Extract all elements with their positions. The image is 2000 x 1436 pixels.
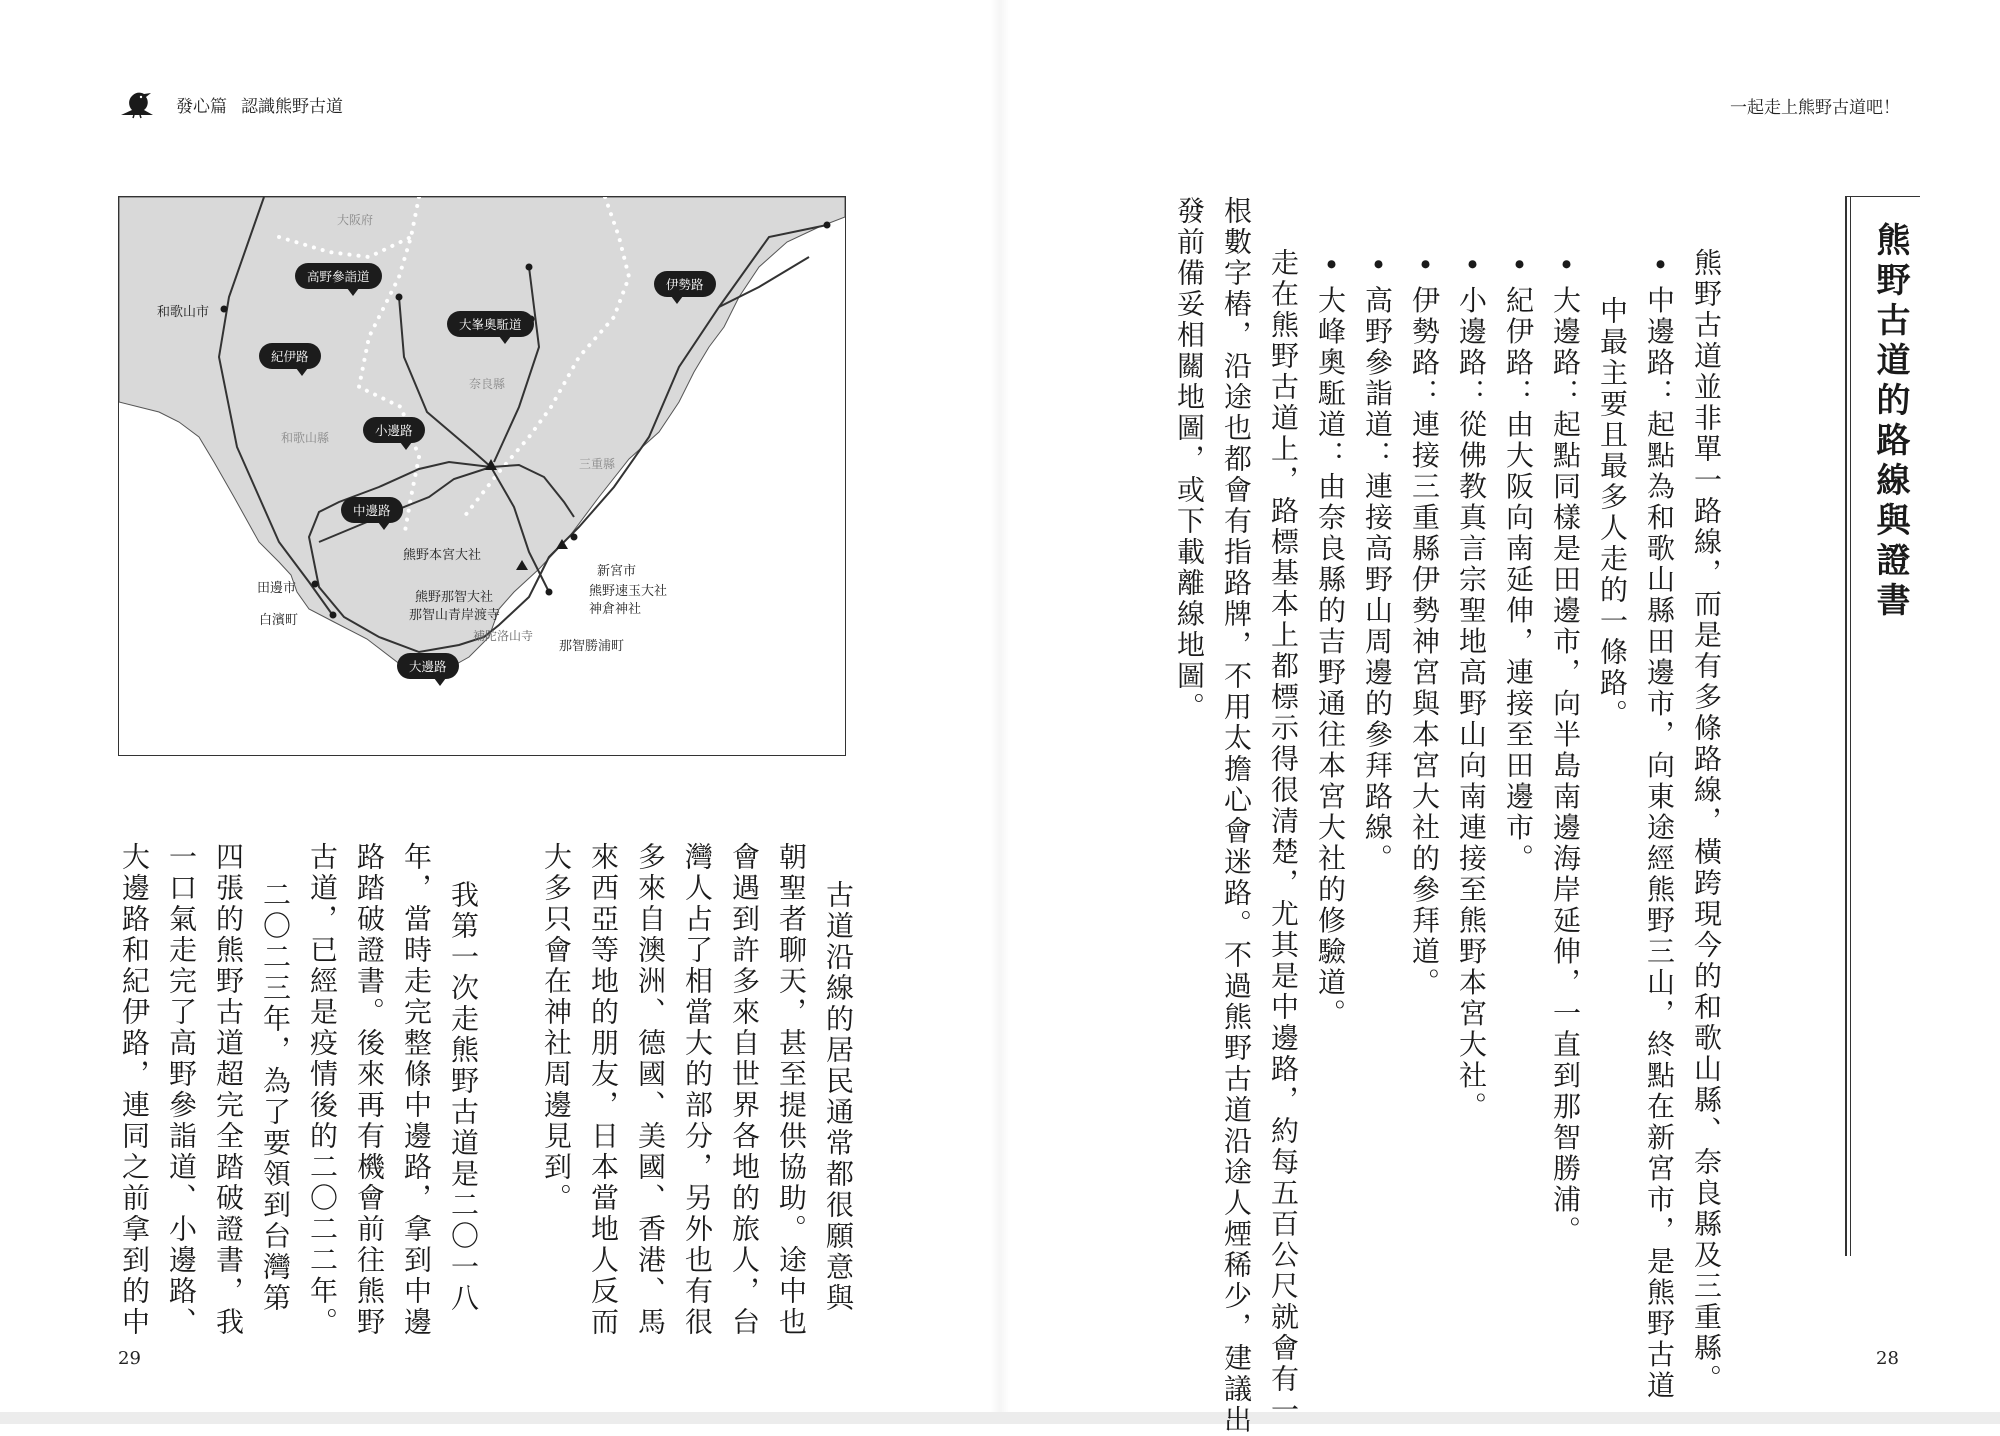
- right-text-col-9: • 大峰奧駈道：由奈良縣的吉野通往本宮大社的修驗道。: [1310, 256, 1350, 1030]
- right-page-header: 一起走上熊野古道吧！: [1730, 98, 1900, 118]
- route-label-ohechi: 大邊路: [397, 653, 459, 679]
- place-shirahama: 白濱町: [259, 613, 299, 628]
- left-text-col-4: 灣人占了相當大的部分，另外也有很: [681, 842, 714, 1338]
- left-page-header: [118, 86, 343, 122]
- left-text-col-14: 一口氣走完了高野參詣道、小邊路、: [165, 842, 198, 1338]
- page-bottom-edge: [0, 1412, 2000, 1424]
- place-kumano-nachi-taisha: 熊野那智大社: [415, 590, 494, 605]
- left-text-col-3: 會遇到許多來自世界各地的旅人，台: [728, 842, 761, 1338]
- header-section: 發心篇: [176, 96, 227, 117]
- right-text-col-11: 根數字樁，沿途也都會有指路牌，不用太擔心會迷路。不過熊野古道沿途人煙稀少，建議出: [1220, 196, 1253, 1436]
- right-text-col-6: • 小邊路：從佛教真言宗聖地高野山向南連接至熊野本宮大社。: [1451, 256, 1491, 1123]
- place-kamikura-jinja: 神倉神社: [589, 602, 642, 617]
- right-text-col-2: • 中邊路：起點為和歌山縣田邊市，向東途經熊野三山，終點在新宮市，是熊野古道: [1639, 256, 1679, 1402]
- place-kumano-hayatama-taisha: 熊野速玉大社: [589, 584, 668, 599]
- region-mie: 三重縣: [579, 457, 616, 471]
- route-label-omine-okugakemichi: 大峯奧駈道: [447, 311, 534, 337]
- left-text-col-11: 古道，已經是疫情後的二〇二二年。: [306, 842, 339, 1338]
- place-tanabe-city: 田邊市: [257, 581, 297, 596]
- page-number-left: 29: [118, 1348, 141, 1369]
- route-label-iseji: 伊勢路: [654, 271, 716, 297]
- region-osaka: 大阪府: [337, 213, 374, 227]
- place-nachikatsuura: 那智勝浦町: [559, 639, 625, 654]
- right-text-col-8: • 高野參詣道：連接高野山周邊的參拜路線。: [1357, 256, 1397, 875]
- section-title: 熊野古道的路線與證書: [1870, 222, 1910, 622]
- left-text-col-2: 朝聖者聊天，甚至提供協助。途中也: [775, 842, 808, 1338]
- left-text-col-15: 大邊路和紀伊路，連同之前拿到的中: [118, 842, 151, 1338]
- title-frame-top: [1845, 196, 1920, 197]
- left-text-col-1: 古道沿線的居民通常都很願意與: [822, 880, 855, 1314]
- region-wakayama: 和歌山縣: [281, 431, 330, 445]
- left-text-col-10: 路踏破證書。後來再有機會前往熊野: [353, 842, 386, 1338]
- left-text-col-7: 大多只會在神社周邊見到。: [540, 842, 573, 1214]
- left-text-col-6: 來西亞等地的朋友，日本當地人反而: [587, 842, 620, 1338]
- title-frame-rule: [1845, 196, 1847, 1256]
- book-gutter: [990, 0, 1010, 1424]
- region-nara: 奈良縣: [469, 377, 506, 391]
- left-text-col-12: 二〇二三年，為了要領到台灣第: [259, 880, 292, 1314]
- right-text-col-10: 走在熊野古道上，路標基本上都標示得很清楚，尤其是中邊路，約每五百公尺就會有一: [1267, 248, 1300, 1426]
- place-shingu-city: 新宮市: [597, 564, 637, 579]
- right-text-col-4: • 大邊路：起點同樣是田邊市，向半島南邊海岸延伸，一直到那智勝浦。: [1545, 256, 1585, 1247]
- title-frame-rule-inner: [1850, 196, 1851, 1256]
- right-text-col-3: 中最主要且最多人走的一條路。: [1596, 296, 1629, 730]
- right-text-col-5: • 紀伊路：由大阪向南延伸，連接至田邊市。: [1498, 256, 1538, 875]
- right-text-col-7: • 伊勢路：連接三重縣伊勢神宮與本宮大社的參拜道。: [1404, 256, 1444, 999]
- left-text-col-13: 四張的熊野古道超完全踏破證書，我: [212, 842, 245, 1338]
- place-fudarakusanji: 補陀洛山寺: [473, 629, 534, 643]
- map-drawing: [119, 197, 845, 755]
- place-wakayama-city: 和歌山市: [157, 305, 210, 320]
- header-chapter: 認識熊野古道: [241, 96, 343, 117]
- left-text-col-5: 多來自澳洲、德國、美國、香港、馬: [634, 842, 667, 1338]
- crow-logo-icon: [118, 89, 156, 119]
- route-label-kohechi: 小邊路: [363, 417, 425, 443]
- route-label-nakahechi: 中邊路: [341, 497, 403, 523]
- place-kumano-hongu-taisha: 熊野本宮大社: [403, 548, 482, 563]
- kumano-kodo-route-map: [118, 196, 846, 756]
- page-number-right: 28: [1876, 1348, 1899, 1369]
- right-text-col-12: 發前備妥相關地圖，或下載離線地圖。: [1173, 196, 1206, 723]
- route-label-koyasan-choishimichi: 高野參詣道: [295, 263, 382, 289]
- left-text-col-9: 年，當時走完整條中邊路，拿到中邊: [400, 842, 433, 1338]
- right-text-col-1: 熊野古道並非單一路線，而是有多條路線，橫跨現今的和歌山縣、奈良縣及三重縣。: [1690, 248, 1723, 1395]
- route-label-kiiji: 紀伊路: [259, 343, 321, 369]
- left-text-col-8: 我第一次走熊野古道是二〇一八: [447, 880, 480, 1314]
- place-nachisan-seigantoji: 那智山青岸渡寺: [409, 608, 501, 623]
